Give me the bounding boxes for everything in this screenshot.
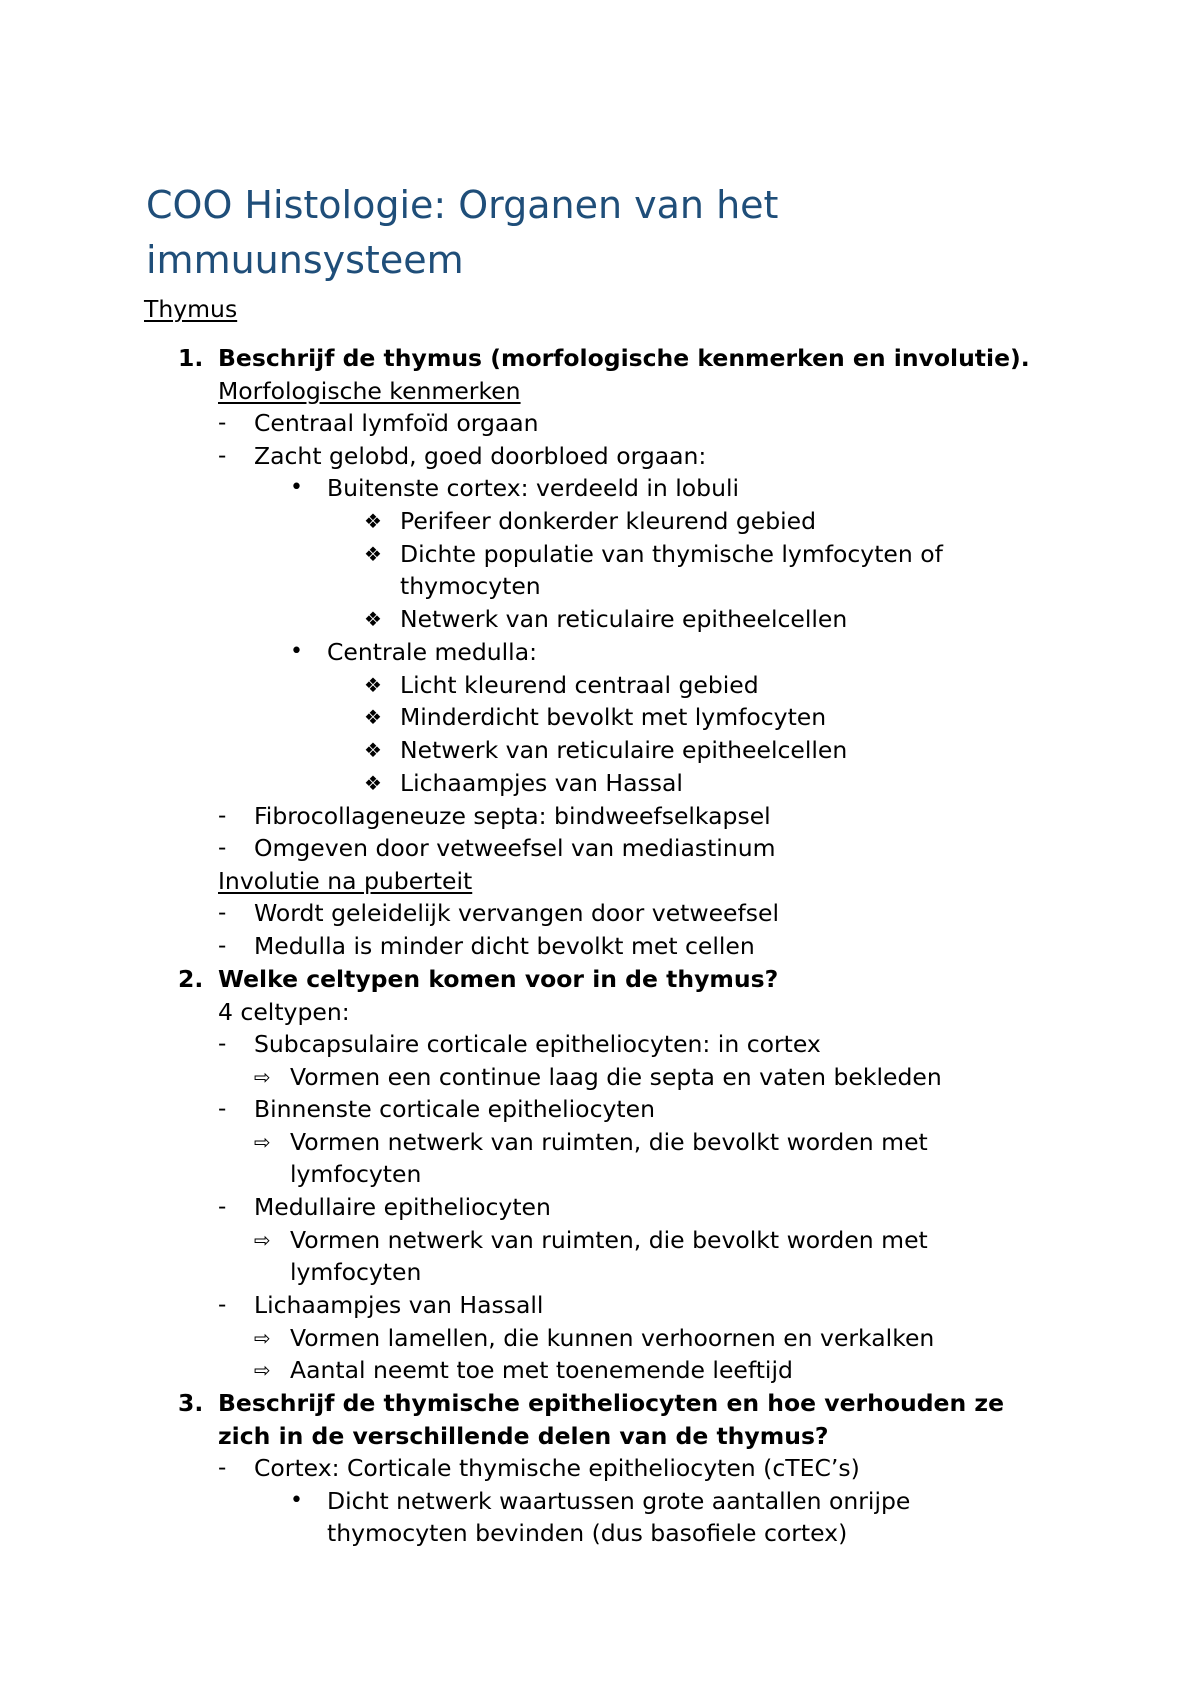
list-item-text: Dichte populatie van thymische lymfocyten of: [400, 540, 943, 568]
dash-marker: -: [218, 1031, 227, 1057]
bullet-icon: •: [290, 639, 303, 664]
list-item: [0, 1061, 1200, 1093]
diamond-bullet-icon: ❖: [364, 771, 382, 795]
list-item-text: Subcapsulaire corticale epitheliocyten: in cortex: [254, 1030, 821, 1058]
diamond-bullet-icon: ❖: [364, 509, 382, 533]
list-item: [0, 832, 1200, 864]
list-item: [0, 1452, 1200, 1484]
list-item: [0, 669, 1200, 701]
list-item-text: Netwerk van reticulaire epitheelcellen: [400, 605, 848, 633]
subheading-morfologische-kenmerken: Morfologische kenmerken: [218, 377, 521, 405]
list-item-text: Netwerk van reticulaire epitheelcellen: [400, 736, 848, 764]
document-title: COO Histologie: Organen van het immuunsysteem: [146, 183, 779, 282]
list-item-text: Licht kleurend centraal gebied: [400, 671, 759, 699]
list-item: [0, 1126, 1200, 1158]
dash-marker: -: [218, 1096, 227, 1122]
list-item: [0, 1191, 1200, 1223]
question-2-number: 2.: [178, 965, 204, 993]
question-2-text: Welke celtypen komen voor in de thymus?: [218, 965, 779, 993]
question-3: [0, 1387, 1200, 1419]
diamond-bullet-icon: ❖: [364, 705, 382, 729]
question-3-number: 3.: [178, 1389, 204, 1417]
diamond-bullet-icon: ❖: [364, 542, 382, 566]
list-item: [0, 1093, 1200, 1125]
list-item: [0, 505, 1200, 537]
list-item: [0, 603, 1200, 635]
question-1: [0, 342, 1200, 374]
dash-marker: -: [218, 1194, 227, 1220]
list-item-text: Omgeven door vetweefsel van mediastinum: [254, 834, 776, 862]
dash-marker: -: [218, 803, 227, 829]
question-2: [0, 963, 1200, 995]
diamond-bullet-icon: ❖: [364, 673, 382, 697]
list-item-text: Vormen een continue laag die septa en vaten bekleden: [290, 1063, 942, 1091]
list-item: [0, 800, 1200, 832]
list-item: [0, 1289, 1200, 1321]
list-item: [0, 440, 1200, 472]
list-item-text: Medullaire epitheliocyten: [254, 1193, 551, 1221]
list-item-text: Lichaampjes van Hassal: [400, 769, 683, 797]
subheading-involutie: Involutie na puberteit: [218, 867, 473, 895]
question-1-number: 1.: [178, 344, 204, 372]
list-item: [0, 1028, 1200, 1060]
list-item: [0, 897, 1200, 929]
arrow-right-icon: ⇨: [254, 1130, 271, 1154]
list-item-text: Fibrocollageneuze septa: bindweefselkapsel: [254, 802, 771, 830]
question-3-text-continuation: zich in de verschillende delen van de thymus?: [218, 1422, 829, 1450]
list-item-text: Centrale medulla:: [327, 638, 538, 666]
list-item: [0, 767, 1200, 799]
list-item: [0, 472, 1200, 504]
list-item-text: Vormen lamellen, die kunnen verhoornen en verkalken: [290, 1324, 935, 1352]
arrow-right-icon: ⇨: [254, 1358, 271, 1382]
list-item: [0, 1322, 1200, 1354]
list-item-continuation: thymocyten: [400, 572, 541, 600]
list-item-text: Wordt geleidelijk vervangen door vetweefsel: [254, 899, 780, 927]
diamond-bullet-icon: ❖: [364, 738, 382, 762]
list-item-continuation: lymfocyten: [290, 1258, 422, 1286]
dash-marker: -: [218, 410, 227, 436]
dash-marker: -: [218, 1455, 227, 1481]
arrow-right-icon: ⇨: [254, 1326, 271, 1350]
list-item-text: Binnenste corticale epitheliocyten: [254, 1095, 655, 1123]
list-item-text: Minderdicht bevolkt met lymfocyten: [400, 703, 827, 731]
dash-marker: -: [218, 900, 227, 926]
arrow-right-icon: ⇨: [254, 1065, 271, 1089]
list-item-text: Aantal neemt toe met toenemende leeftijd: [290, 1356, 793, 1384]
list-item: [0, 407, 1200, 439]
list-item-text: Medulla is minder dicht bevolkt met cellen: [254, 932, 755, 960]
list-item-text: Buitenste cortex: verdeeld in lobuli: [327, 474, 740, 502]
list-item-text: Dicht netwerk waartussen grote aantallen onrijpe: [327, 1487, 911, 1515]
question-3-text: Beschrijf de thymische epitheliocyten en hoe verhouden ze: [218, 1389, 1005, 1417]
section-heading-thymus: Thymus: [144, 295, 238, 323]
bullet-icon: •: [290, 475, 303, 500]
list-item-text: Zacht gelobd, goed doorbloed orgaan:: [254, 442, 707, 470]
list-item: [0, 1354, 1200, 1386]
list-item-text: Vormen netwerk van ruimten, die bevolkt worden met: [290, 1226, 928, 1254]
dash-marker: -: [218, 835, 227, 861]
celtypen-intro: 4 celtypen:: [218, 998, 350, 1026]
list-item-text: Vormen netwerk van ruimten, die bevolkt worden met: [290, 1128, 928, 1156]
list-item: [0, 930, 1200, 962]
list-item-text: Cortex: Corticale thymische epitheliocyten (cTEC’s): [254, 1454, 860, 1482]
diamond-bullet-icon: ❖: [364, 607, 382, 631]
list-item: [0, 701, 1200, 733]
dash-marker: -: [218, 443, 227, 469]
list-item: [0, 734, 1200, 766]
list-item: [0, 1485, 1200, 1517]
list-item-text: Lichaampjes van Hassall: [254, 1291, 544, 1319]
list-item-text: Centraal lymfoïd orgaan: [254, 409, 539, 437]
list-item: [0, 538, 1200, 570]
bullet-icon: •: [290, 1488, 303, 1513]
arrow-right-icon: ⇨: [254, 1228, 271, 1252]
list-item-text: Perifeer donkerder kleurend gebied: [400, 507, 817, 535]
list-item-continuation: thymocyten bevinden (dus basofiele cortex): [327, 1519, 848, 1547]
dash-marker: -: [218, 933, 227, 959]
dash-marker: -: [218, 1292, 227, 1318]
list-item: [0, 636, 1200, 668]
list-item: [0, 1224, 1200, 1256]
list-item-continuation: lymfocyten: [290, 1160, 422, 1188]
question-1-text: Beschrijf de thymus (morfologische kenmerken en involutie).: [218, 344, 1030, 372]
